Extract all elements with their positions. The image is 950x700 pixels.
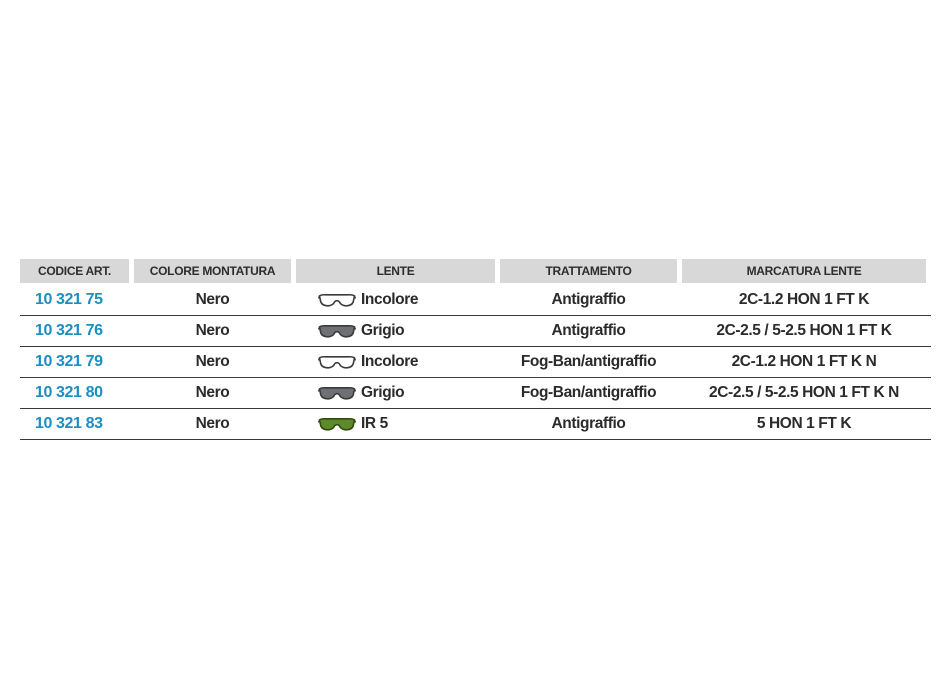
table-row — [20, 285, 931, 316]
treatment: Antigraffio — [551, 322, 626, 339]
clear-glasses-icon — [318, 355, 356, 370]
lens-marking: 5 HON 1 FT K — [756, 415, 852, 432]
header-lens: LENTE — [296, 259, 495, 283]
article-code: 10 321 80 — [35, 384, 103, 401]
article-code: 10 321 83 — [35, 415, 103, 432]
product-table — [20, 259, 931, 440]
green-glasses-icon — [318, 417, 356, 432]
table-header-row — [20, 259, 931, 283]
header-treatment: TRATTAMENTO — [500, 259, 677, 283]
frame-color: Nero — [195, 353, 230, 370]
article-code: 10 321 79 — [35, 353, 103, 370]
header-frame-color: COLORE MONTATURA — [134, 259, 291, 283]
grey-glasses-icon — [318, 324, 356, 339]
treatment: Fog-Ban/antigraffio — [520, 384, 657, 401]
lens-marking: 2C-1.2 HON 1 FT K — [738, 291, 870, 308]
lens-label: Incolore — [361, 291, 419, 308]
lens-cell — [296, 316, 495, 346]
lens-cell — [296, 409, 495, 439]
table-row — [20, 409, 931, 440]
lens-cell — [296, 285, 495, 315]
clear-glasses-icon — [318, 293, 356, 308]
treatment: Fog-Ban/antigraffio — [520, 353, 657, 370]
treatment: Antigraffio — [551, 415, 626, 432]
header-marking: MARCATURA LENTE — [682, 259, 926, 283]
grey-glasses-icon — [318, 386, 356, 401]
frame-color: Nero — [195, 384, 230, 401]
article-code: 10 321 76 — [35, 322, 103, 339]
header-code: CODICE ART. — [20, 259, 129, 283]
table-row — [20, 316, 931, 347]
lens-label: Incolore — [361, 353, 419, 370]
treatment: Antigraffio — [551, 291, 626, 308]
table-row — [20, 347, 931, 378]
lens-marking: 2C-2.5 / 5-2.5 HON 1 FT K N — [709, 384, 899, 401]
lens-cell — [296, 378, 495, 408]
frame-color: Nero — [195, 322, 230, 339]
lens-label: Grigio — [361, 322, 405, 339]
lens-marking: 2C-1.2 HON 1 FT K N — [731, 353, 877, 370]
lens-cell — [296, 347, 495, 377]
lens-label: Grigio — [361, 384, 405, 401]
frame-color: Nero — [195, 291, 230, 308]
lens-label: IR 5 — [361, 415, 388, 432]
table-row — [20, 378, 931, 409]
lens-marking: 2C-2.5 / 5-2.5 HON 1 FT K — [716, 322, 892, 339]
article-code: 10 321 75 — [35, 291, 103, 308]
frame-color: Nero — [195, 415, 230, 432]
